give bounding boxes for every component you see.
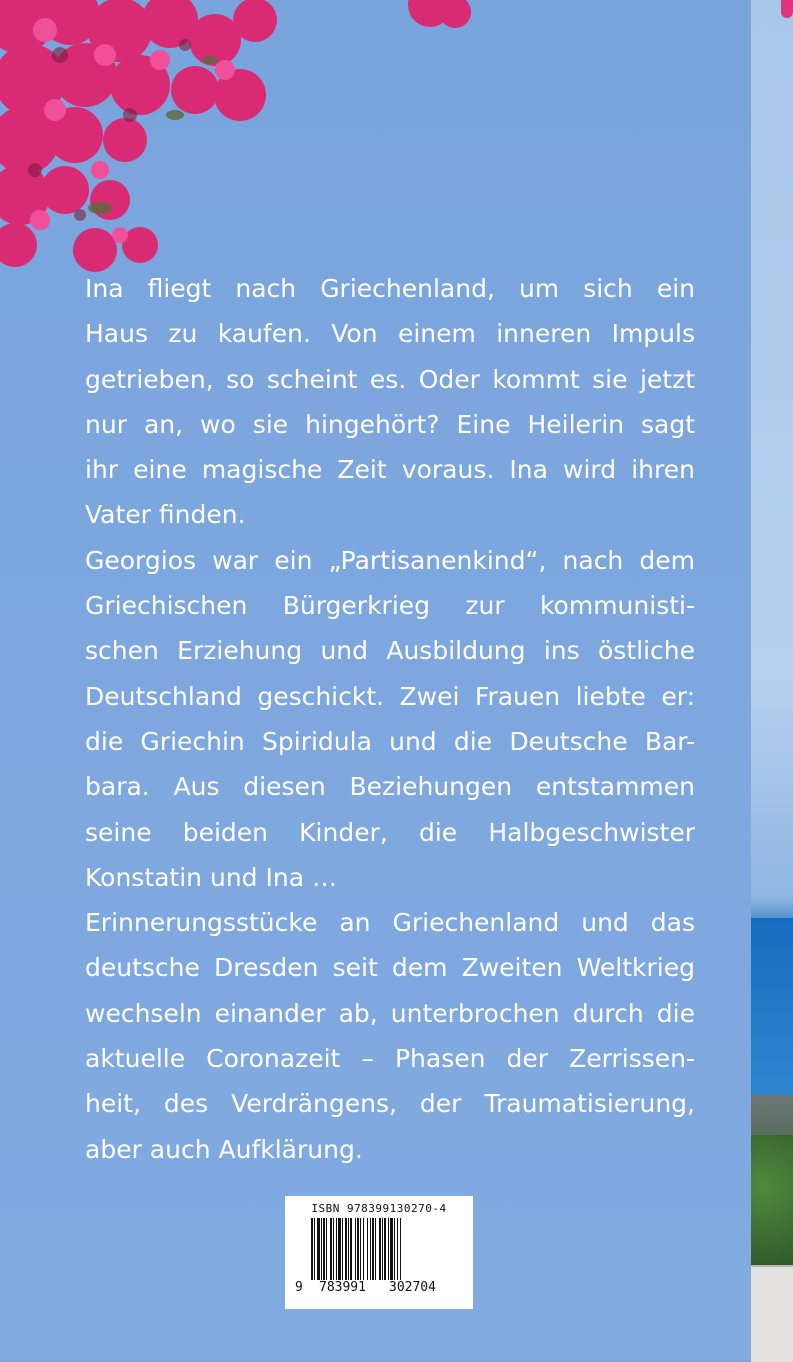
barcode-bar <box>397 1218 398 1280</box>
barcode-bar <box>367 1218 368 1280</box>
blurb-line: Erinnerungsstücke an Griechenland und das <box>85 908 695 938</box>
barcode-digits <box>285 1280 473 1300</box>
blurb-line: Georgios war ein „Partisanenkind“, nach dem <box>85 545 695 575</box>
blurb-line: Haus zu kaufen. Von einem inneren Impuls <box>85 319 695 349</box>
blurb-line: aktuelle Coronazeit – Phasen der Zerrissen- <box>85 1044 695 1074</box>
blurb-line: nur an, wo sie hingehört? Eine Heilerin sagt <box>85 409 695 439</box>
barcode-bar <box>338 1218 341 1280</box>
barcode-bar <box>355 1218 356 1280</box>
barcode-bar <box>311 1218 313 1280</box>
blurb-line: Konstatin und Ina … <box>85 862 337 892</box>
barcode-bar <box>390 1218 393 1280</box>
bougainvillea-image <box>0 0 480 290</box>
barcode-bar <box>360 1218 361 1280</box>
barcode-bar <box>382 1218 383 1280</box>
paragraph <box>85 538 695 900</box>
barcode-left-digits: 783991 <box>319 1280 366 1295</box>
barcode-panel <box>285 1196 473 1309</box>
barcode-bar <box>333 1218 334 1280</box>
blurb-line: die Griechin Spiridula und die Deutsche Bar- <box>85 726 695 756</box>
barcode-bar <box>323 1218 325 1280</box>
barcode-bar <box>336 1218 337 1280</box>
blurb-line: bara. Aus diesen Beziehungen entstammen <box>85 772 695 802</box>
barcode-bar <box>348 1218 349 1280</box>
blurb-text <box>85 266 695 1172</box>
barcode-bar <box>350 1218 352 1280</box>
barcode-bar <box>363 1218 364 1280</box>
blurb-line: Ina fliegt nach Griechenland, um sich ein <box>85 274 695 303</box>
barcode-right-digits: 302704 <box>389 1280 436 1295</box>
blurb-line: getrieben, so scheint es. Oder kommt sie jetzt <box>85 364 695 394</box>
barcode-bar <box>375 1218 376 1280</box>
spine-flower <box>781 0 793 18</box>
blurb-line: aber auch Aufklärung. <box>85 1134 363 1164</box>
blurb-line: Vater finden. <box>85 500 246 530</box>
barcode-first-digit: 9 <box>295 1280 303 1295</box>
blurb-line: Deutschland geschickt. Zwei Frauen liebte er: <box>85 681 695 711</box>
barcode-bar <box>345 1218 347 1280</box>
blurb-line: ihr eine magische Zeit voraus. Ina wird ihren <box>85 455 695 485</box>
spine-wall <box>751 1265 793 1362</box>
barcode-bar <box>342 1218 343 1280</box>
blurb-line: heit, des Verdrängens, der Traumatisierung, <box>85 1089 695 1119</box>
barcode-bar <box>379 1218 381 1280</box>
isbn-label: ISBN 978399130270-4 <box>311 1202 447 1215</box>
paragraph <box>85 266 695 538</box>
paragraph <box>85 900 695 1172</box>
barcode-bar <box>370 1218 371 1280</box>
barcode-bar <box>372 1218 374 1280</box>
blurb-line: seine beiden Kinder, die Halbgeschwister <box>85 817 695 847</box>
barcode-bar <box>394 1218 395 1280</box>
barcode-bar <box>314 1218 315 1280</box>
barcode-bar <box>384 1218 386 1280</box>
blurb-line: Griechischen Bürgerkrieg zur kommunisti- <box>85 591 695 621</box>
spine-photo <box>751 0 793 1360</box>
barcode-bar <box>326 1218 327 1280</box>
barcode-bar <box>357 1218 359 1280</box>
blurb-line: schen Erziehung und Ausbildung ins östliche <box>85 636 695 666</box>
barcode-bar <box>321 1218 322 1280</box>
blurb-line: deutsche Dresden seit dem Zweiten Weltkrieg <box>85 953 695 983</box>
barcode-bar <box>317 1218 320 1280</box>
barcode-bar <box>330 1218 332 1280</box>
barcode-bar <box>400 1218 401 1280</box>
spine-bush <box>751 1135 793 1265</box>
blurb-line: wechseln einander ab, unterbrochen durch die <box>85 998 695 1028</box>
barcode-bar <box>388 1218 389 1280</box>
spine-sea <box>751 918 793 1098</box>
barcode-icon <box>309 1218 449 1280</box>
